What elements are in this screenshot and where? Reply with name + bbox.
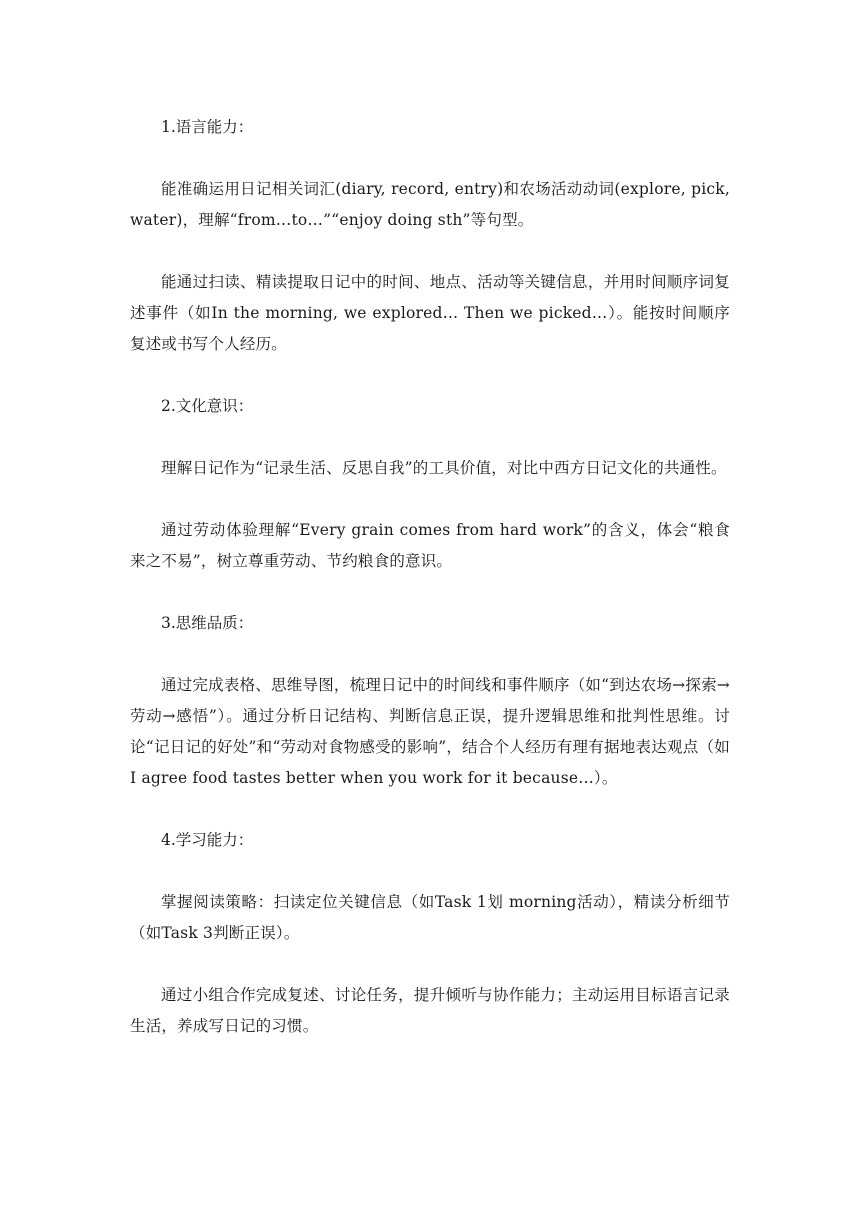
section-heading-language: 1.语言能力： bbox=[161, 118, 254, 136]
paragraph-learning-cooperation: 通过小组合作完成复述、讨论任务，提升倾听与协作能力；主动运用目标语言记录生活，养成写日记的习惯。 bbox=[130, 986, 730, 1035]
document-page bbox=[130, 112, 730, 1042]
paragraph-culture-diary: 理解日记作为“记录生活、反思自我”的工具价值，对比中西方日记文化的共通性。 bbox=[161, 459, 727, 477]
paragraph-language-vocabulary: 能准确运用日记相关词汇(diary, record, entry)和农场活动动词(explore, pick, water)，理解“from…to…”“enjoy doing sth”等句型。 bbox=[130, 180, 730, 229]
paragraph-culture-labor: 通过劳动体验理解“Every grain comes from hard work”的含义，体会“粮食来之不易”，树立尊重劳动、节约粮食的意识。 bbox=[130, 521, 730, 570]
paragraph-thinking: 通过完成表格、思维导图，梳理日记中的时间线和事件顺序（如“到达农场→探索→劳动→感悟”）。通过分析日记结构、判断信息正误，提升逻辑思维和批判性思维。讨论“记日记的好处”和“劳动对食物感受的影响”，结合个人经历有理有据地表达观点（如I agree food tastes better when you work for it because…）。 bbox=[130, 676, 730, 787]
section-heading-thinking: 3.思维品质： bbox=[161, 614, 254, 632]
section-heading-learning: 4.学习能力： bbox=[161, 831, 254, 849]
paragraph-learning-strategy: 掌握阅读策略：扫读定位关键信息（如Task 1划 morning活动），精读分析细节（如Task 3判断正误）。 bbox=[130, 893, 730, 942]
section-heading-culture: 2.文化意识： bbox=[161, 397, 254, 415]
paragraph-language-reading: 能通过扫读、精读提取日记中的时间、地点、活动等关键信息，并用时间顺序词复述事件（如In the morning, we explored… Then we picked…）。能按时间顺序复述或书写个人经历。 bbox=[130, 273, 730, 353]
